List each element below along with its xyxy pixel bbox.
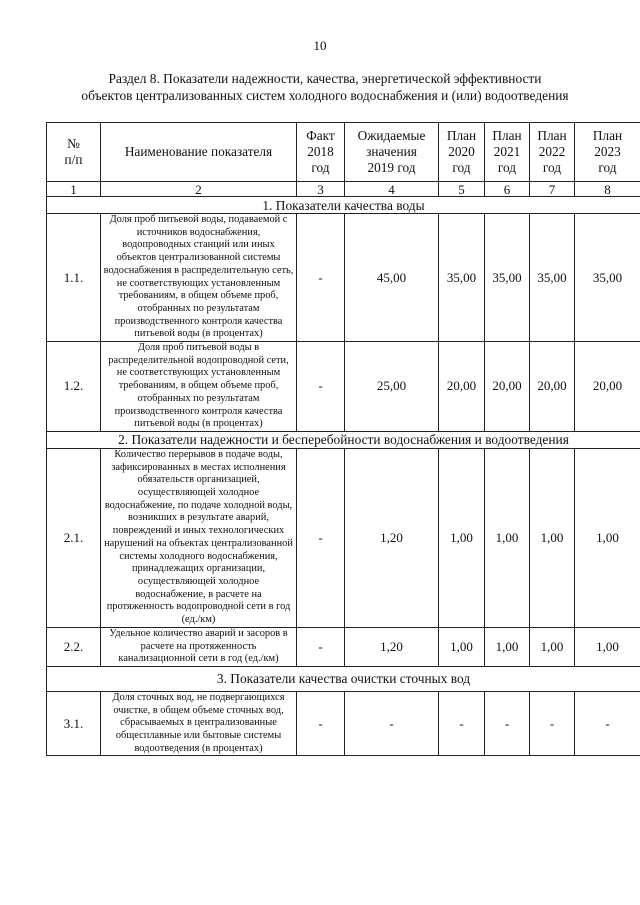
header-row xyxy=(47,123,640,182)
value-plan-2020: 20,00 xyxy=(439,342,485,432)
value-plan-2021: 35,00 xyxy=(485,214,530,342)
value-expected-2019: - xyxy=(345,691,439,756)
value-fact-2018: - xyxy=(297,691,345,756)
row-number: 1.1. xyxy=(47,214,101,342)
indicator-name: Удельное количество аварий и засоров в расчете на протяженность канализационной сети в год (ед./км) xyxy=(101,627,297,666)
header-plan-2021: План 2021 год xyxy=(485,123,530,182)
value-plan-2021: - xyxy=(485,691,530,756)
row-number: 3.1. xyxy=(47,691,101,756)
value-plan-2022: 20,00 xyxy=(530,342,575,432)
column-numbers-row xyxy=(47,182,640,197)
table-row xyxy=(47,214,640,342)
value-plan-2023: - xyxy=(575,691,640,756)
page-number: 10 xyxy=(313,38,327,53)
column-number: 7 xyxy=(530,182,575,197)
value-plan-2020: 35,00 xyxy=(439,214,485,342)
table-row xyxy=(47,691,640,756)
value-plan-2023: 35,00 xyxy=(575,214,640,342)
header-plan-2020: План 2020 год xyxy=(439,123,485,182)
value-fact-2018: - xyxy=(297,627,345,666)
table-row xyxy=(47,448,640,627)
value-plan-2021: 20,00 xyxy=(485,342,530,432)
column-number: 6 xyxy=(485,182,530,197)
section-title: 2. Показатели надежности и бесперебойности водоснабжения и водоотведения xyxy=(47,431,640,448)
section-title: 1. Показатели качества воды xyxy=(47,197,640,214)
value-plan-2023: 20,00 xyxy=(575,342,640,432)
value-plan-2020: 1,00 xyxy=(439,627,485,666)
indicator-name: Доля проб питьевой воды в распределительной водопроводной сети, не соответствующих установленным требованиям, в общем объеме проб, отобранных по результатам производственного контроля качества питьевой воды (в процентах) xyxy=(101,342,297,432)
row-number: 2.1. xyxy=(47,448,101,627)
row-number: 2.2. xyxy=(47,627,101,666)
section-row-reliability xyxy=(47,431,640,448)
column-number: 3 xyxy=(297,182,345,197)
value-plan-2021: 1,00 xyxy=(485,627,530,666)
value-plan-2022: - xyxy=(530,691,575,756)
header-name: Наименование показателя xyxy=(101,123,297,182)
indicator-name: Доля проб питьевой воды, подаваемой с источников водоснабжения, водопроводных станций или иных объектов централизованной системы водоснабжения в распределительную сеть, не соответствующих установленным требованиям, в общем объеме проб, отобранных по результатам производственного контроля качества питьевой воды (в процентах) xyxy=(101,214,297,342)
row-number: 1.2. xyxy=(47,342,101,432)
column-number: 5 xyxy=(439,182,485,197)
column-number: 8 xyxy=(575,182,640,197)
column-number: 4 xyxy=(345,182,439,197)
table-row xyxy=(47,627,640,666)
section-title: 3. Показатели качества очистки сточных вод xyxy=(47,666,640,691)
value-fact-2018: - xyxy=(297,448,345,627)
section-row-water-quality xyxy=(47,197,640,214)
value-plan-2020: 1,00 xyxy=(439,448,485,627)
column-number: 1 xyxy=(47,182,101,197)
indicators-table xyxy=(46,122,640,756)
value-plan-2023: 1,00 xyxy=(575,448,640,627)
indicator-name: Доля сточных вод, не подвергающихся очистке, в общем объеме сточных вод, сбрасываемых в централизованные общесплавные или бытовые системы водоотведения (в процентах) xyxy=(101,691,297,756)
value-fact-2018: - xyxy=(297,214,345,342)
document-title xyxy=(20,70,630,104)
value-expected-2019: 45,00 xyxy=(345,214,439,342)
table-row xyxy=(47,342,640,432)
header-expected-2019: Ожидаемые значения 2019 год xyxy=(345,123,439,182)
title-line-1: Раздел 8. Показатели надежности, качества, энергетической эффективности xyxy=(108,71,542,86)
value-plan-2022: 1,00 xyxy=(530,448,575,627)
section-row-wastewater-treatment xyxy=(47,666,640,691)
header-plan-2022: План 2022 год xyxy=(530,123,575,182)
value-fact-2018: - xyxy=(297,342,345,432)
header-fact-2018: Факт 2018 год xyxy=(297,123,345,182)
value-plan-2022: 35,00 xyxy=(530,214,575,342)
value-expected-2019: 25,00 xyxy=(345,342,439,432)
indicator-name: Количество перерывов в подаче воды, зафиксированных в местах исполнения обязательств организацией, осуществляющей холодное водоснабжение, по подаче холодной воды, возникших в результате аварий, повреждений и иных технологических нарушений на объектах централизованной системы холодного водоснабжения, принадлежащих организации, осуществляющей холодное водоснабжение, в расчете на протяженность водопроводной сети в год (ед./км) xyxy=(101,448,297,627)
title-line-2: объектов централизованных систем холодного водоснабжения и (или) водоотведения xyxy=(81,88,569,103)
header-num: № п/п xyxy=(47,123,101,182)
value-expected-2019: 1,20 xyxy=(345,448,439,627)
value-plan-2023: 1,00 xyxy=(575,627,640,666)
column-number: 2 xyxy=(101,182,297,197)
value-plan-2022: 1,00 xyxy=(530,627,575,666)
header-plan-2023: План 2023 год xyxy=(575,123,640,182)
value-plan-2020: - xyxy=(439,691,485,756)
value-plan-2021: 1,00 xyxy=(485,448,530,627)
value-expected-2019: 1,20 xyxy=(345,627,439,666)
